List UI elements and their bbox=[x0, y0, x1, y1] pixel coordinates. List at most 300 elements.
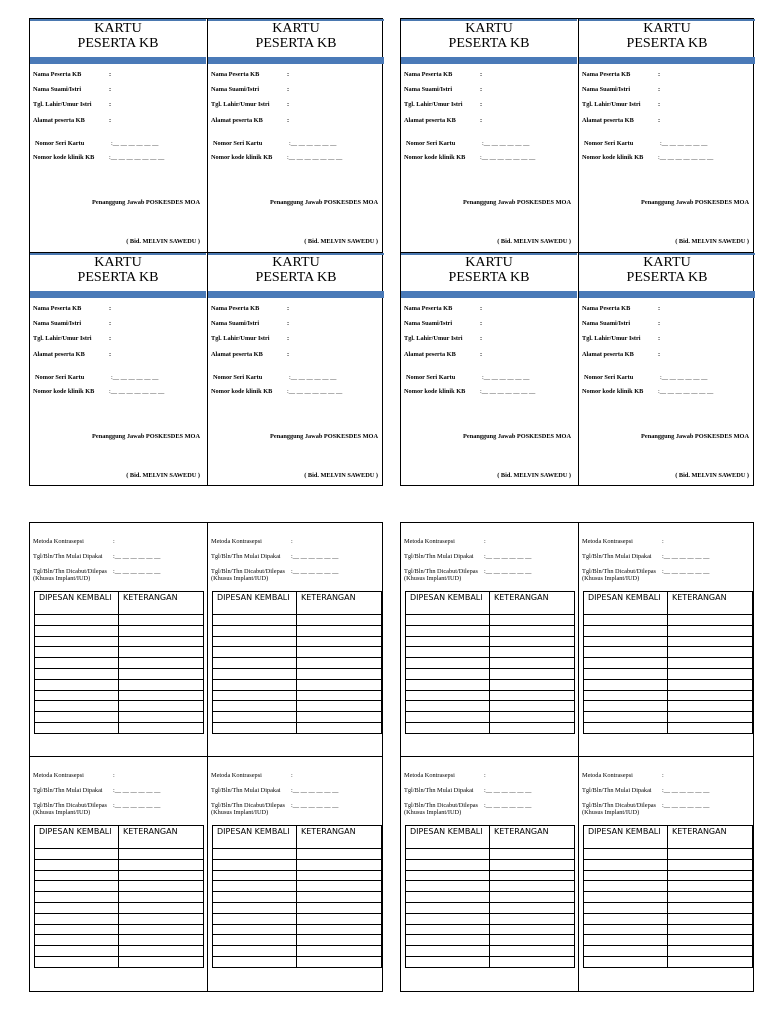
table-row bbox=[584, 701, 753, 712]
field-label: Nama Suami/Istri bbox=[211, 86, 260, 93]
cell-dipesan-kembali bbox=[213, 701, 297, 712]
cell-dipesan-kembali bbox=[213, 636, 297, 647]
cell-dipesan-kembali bbox=[213, 946, 297, 957]
field-metoda-kontrasepsi bbox=[211, 772, 293, 779]
cell-keterangan bbox=[297, 892, 382, 903]
card-title-line2: PESERTA KB bbox=[448, 270, 530, 285]
table-row bbox=[213, 712, 382, 723]
kartu-back-card bbox=[579, 523, 755, 756]
field-colon: : bbox=[287, 71, 290, 78]
table-row bbox=[213, 881, 382, 892]
cell-keterangan bbox=[119, 722, 204, 733]
cell-keterangan bbox=[119, 647, 204, 658]
cell-dipesan-kembali bbox=[584, 658, 668, 669]
field-tgl-dicabut bbox=[404, 568, 531, 575]
cell-keterangan bbox=[119, 859, 204, 870]
card-title bbox=[208, 19, 384, 58]
field-tgl-mulai bbox=[404, 553, 531, 560]
table-row bbox=[35, 892, 204, 903]
field-label: Tgl. Lahir/Umur Istri bbox=[582, 101, 641, 108]
field-nama-suami bbox=[211, 320, 289, 327]
card-title-line1: KARTU bbox=[465, 255, 513, 270]
cell-dipesan-kembali bbox=[35, 658, 119, 669]
field-label: Nama Peserta KB bbox=[33, 71, 82, 78]
field-label: Metoda Kontrasepsi bbox=[582, 538, 633, 545]
table-row bbox=[584, 658, 753, 669]
field-tgl-mulai bbox=[404, 787, 531, 794]
cell-dipesan-kembali bbox=[213, 935, 297, 946]
table-row bbox=[35, 956, 204, 967]
keterangan-table bbox=[212, 825, 382, 968]
field-label: Tgl. Lahir/Umur Istri bbox=[211, 335, 270, 342]
card-title-line1: KARTU bbox=[465, 21, 513, 36]
penanggung-jawab-name: ( Bid. MELVIN SAWEDU ) bbox=[126, 238, 200, 245]
field-value-blank: :__ __ __ __ __ __ bbox=[113, 553, 161, 560]
field-colon: : bbox=[480, 117, 483, 124]
table-row bbox=[35, 881, 204, 892]
table-row bbox=[584, 849, 753, 860]
table-row bbox=[584, 935, 753, 946]
cell-dipesan-kembali bbox=[584, 849, 668, 860]
field-value-blank: :__ __ __ __ __ __ __ bbox=[658, 388, 714, 395]
cell-dipesan-kembali bbox=[213, 881, 297, 892]
col-header-keterangan: KETERANGAN bbox=[297, 592, 382, 615]
field-colon: : bbox=[109, 117, 112, 124]
cell-keterangan bbox=[490, 636, 575, 647]
cell-keterangan bbox=[490, 658, 575, 669]
field-nama-suami bbox=[404, 86, 482, 93]
cell-dipesan-kembali bbox=[213, 913, 297, 924]
field-label: Tgl. Lahir/Umur Istri bbox=[211, 101, 270, 108]
cell-keterangan bbox=[297, 946, 382, 957]
cell-keterangan bbox=[297, 924, 382, 935]
field-colon: : bbox=[658, 335, 661, 342]
field-tgl-lahir bbox=[582, 335, 660, 342]
field-tgl-dicabut bbox=[582, 568, 709, 575]
field-colon: : bbox=[287, 351, 290, 358]
field-colon: : bbox=[109, 71, 112, 78]
table-row bbox=[213, 956, 382, 967]
cell-keterangan bbox=[119, 881, 204, 892]
field-value-blank: :__ __ __ __ __ __ bbox=[662, 802, 710, 809]
cell-keterangan bbox=[490, 859, 575, 870]
table-row bbox=[406, 722, 575, 733]
cell-keterangan bbox=[119, 913, 204, 924]
col-header-keterangan: KETERANGAN bbox=[119, 592, 204, 615]
field-label: Tgl/Bln/Thn Dicabut/Dilepas bbox=[211, 568, 285, 575]
penanggung-jawab-name: ( Bid. MELVIN SAWEDU ) bbox=[675, 472, 749, 479]
cell-keterangan bbox=[668, 924, 753, 935]
cell-keterangan bbox=[668, 625, 753, 636]
cell-keterangan bbox=[668, 722, 753, 733]
field-value-blank: :__ __ __ __ __ __ bbox=[291, 802, 339, 809]
field-colon: : bbox=[109, 335, 112, 342]
field-value-blank: :__ __ __ __ __ __ bbox=[482, 140, 530, 147]
cell-keterangan bbox=[119, 615, 204, 626]
field-metoda-kontrasepsi bbox=[582, 538, 664, 545]
field-tgl-dicabut bbox=[404, 802, 531, 809]
col-header-dipesan-kembali: DIPESAN KEMBALI bbox=[35, 826, 119, 849]
field-colon: : bbox=[484, 772, 486, 779]
penanggung-jawab-label: Penanggung Jawab POSKESDES MOA bbox=[463, 433, 571, 440]
cell-dipesan-kembali bbox=[584, 892, 668, 903]
table-row bbox=[406, 712, 575, 723]
table-row bbox=[213, 924, 382, 935]
field-colon: : bbox=[287, 320, 290, 327]
field-label: Nama Suami/Istri bbox=[582, 86, 631, 93]
cell-keterangan bbox=[119, 668, 204, 679]
field-tgl-dicabut bbox=[211, 802, 338, 809]
field-colon: : bbox=[109, 351, 112, 358]
cell-dipesan-kembali bbox=[406, 712, 490, 723]
cell-dipesan-kembali bbox=[213, 690, 297, 701]
keterangan-table bbox=[212, 591, 382, 734]
kartu-back-card bbox=[30, 523, 206, 756]
field-colon: : bbox=[109, 320, 112, 327]
field-nomor-seri bbox=[406, 374, 529, 381]
field-value-blank: :__ __ __ __ __ __ bbox=[289, 140, 337, 147]
cell-keterangan bbox=[297, 625, 382, 636]
card-title-line1: KARTU bbox=[272, 21, 320, 36]
cell-keterangan bbox=[490, 615, 575, 626]
cell-dipesan-kembali bbox=[213, 712, 297, 723]
table-row bbox=[406, 625, 575, 636]
field-label: Tgl/Bln/Thn Mulai Dipakai bbox=[33, 787, 103, 794]
table-row bbox=[35, 859, 204, 870]
cell-dipesan-kembali bbox=[35, 636, 119, 647]
cell-dipesan-kembali bbox=[584, 935, 668, 946]
cell-keterangan bbox=[297, 902, 382, 913]
cell-keterangan bbox=[119, 946, 204, 957]
table-row bbox=[406, 870, 575, 881]
card-title-line2: PESERTA KB bbox=[77, 36, 159, 51]
cell-keterangan bbox=[297, 913, 382, 924]
table-row bbox=[213, 625, 382, 636]
field-label: Metoda Kontrasepsi bbox=[211, 538, 262, 545]
table-row bbox=[584, 913, 753, 924]
field-colon: : bbox=[480, 86, 483, 93]
cell-keterangan bbox=[297, 712, 382, 723]
table-row bbox=[35, 679, 204, 690]
field-value-blank: :__ __ __ __ __ __ bbox=[113, 568, 161, 575]
kartu-front-card bbox=[401, 253, 577, 486]
field-label: Tgl/Bln/Thn Dicabut/Dilepas bbox=[33, 568, 107, 575]
field-label: Alamat peserta KB bbox=[404, 351, 456, 358]
field-metoda-kontrasepsi bbox=[582, 772, 664, 779]
table-row bbox=[213, 647, 382, 658]
cell-keterangan bbox=[490, 946, 575, 957]
card-title bbox=[579, 253, 755, 292]
field-colon: : bbox=[287, 101, 290, 108]
penanggung-jawab-name: ( Bid. MELVIN SAWEDU ) bbox=[497, 472, 571, 479]
field-nama-suami bbox=[211, 86, 289, 93]
cell-keterangan bbox=[119, 902, 204, 913]
field-alamat bbox=[404, 351, 482, 358]
card-title bbox=[30, 253, 206, 292]
cell-dipesan-kembali bbox=[406, 647, 490, 658]
field-label: Alamat peserta KB bbox=[211, 117, 263, 124]
cell-keterangan bbox=[297, 615, 382, 626]
cell-dipesan-kembali bbox=[35, 935, 119, 946]
field-nama-peserta bbox=[582, 71, 660, 78]
field-value-blank: :__ __ __ __ __ __ bbox=[111, 140, 159, 147]
table-row bbox=[584, 668, 753, 679]
cell-dipesan-kembali bbox=[406, 658, 490, 669]
cell-keterangan bbox=[668, 658, 753, 669]
cell-keterangan bbox=[119, 690, 204, 701]
field-label: Nomor Seri Kartu bbox=[584, 140, 634, 147]
field-label: Alamat peserta KB bbox=[582, 351, 634, 358]
field-nama-peserta bbox=[33, 71, 111, 78]
cell-keterangan bbox=[119, 935, 204, 946]
cell-dipesan-kembali bbox=[584, 956, 668, 967]
cell-dipesan-kembali bbox=[406, 892, 490, 903]
cell-dipesan-kembali bbox=[584, 690, 668, 701]
cell-keterangan bbox=[119, 712, 204, 723]
field-tgl-dicabut bbox=[211, 568, 338, 575]
field-label: Nomor kode klinik KB bbox=[582, 154, 644, 161]
field-colon: : bbox=[287, 305, 290, 312]
table-row bbox=[406, 902, 575, 913]
field-label: Nomor Seri Kartu bbox=[584, 374, 634, 381]
table-row bbox=[406, 956, 575, 967]
field-value-blank: :__ __ __ __ __ __ bbox=[111, 374, 159, 381]
cell-keterangan bbox=[490, 668, 575, 679]
field-label: Tgl/Bln/Thn Mulai Dipakai bbox=[33, 553, 103, 560]
table-row bbox=[584, 924, 753, 935]
field-khusus-implant: (Khusus Implant/IUD) bbox=[404, 809, 462, 816]
table-row bbox=[35, 615, 204, 626]
field-colon: : bbox=[480, 335, 483, 342]
card-title bbox=[208, 253, 384, 292]
table-row bbox=[213, 615, 382, 626]
field-value-blank: :__ __ __ __ __ __ bbox=[291, 568, 339, 575]
cell-dipesan-kembali bbox=[213, 625, 297, 636]
table-row bbox=[406, 679, 575, 690]
cell-dipesan-kembali bbox=[35, 881, 119, 892]
back-sheet-left bbox=[29, 522, 383, 992]
cell-dipesan-kembali bbox=[213, 647, 297, 658]
cell-keterangan bbox=[119, 956, 204, 967]
cell-keterangan bbox=[490, 647, 575, 658]
field-nomor-kode-klinik bbox=[33, 154, 164, 161]
cell-keterangan bbox=[297, 935, 382, 946]
table-row bbox=[213, 722, 382, 733]
field-value-blank: :__ __ __ __ __ __ bbox=[484, 553, 532, 560]
field-value-blank: :__ __ __ __ __ __ __ bbox=[658, 154, 714, 161]
field-value-blank: :__ __ __ __ __ __ bbox=[291, 787, 339, 794]
cell-keterangan bbox=[668, 615, 753, 626]
field-label: Metoda Kontrasepsi bbox=[211, 772, 262, 779]
cell-keterangan bbox=[668, 690, 753, 701]
cell-keterangan bbox=[668, 902, 753, 913]
field-value-blank: :__ __ __ __ __ __ bbox=[662, 568, 710, 575]
field-tgl-lahir bbox=[404, 101, 482, 108]
field-nama-suami bbox=[33, 86, 111, 93]
title-accent-bar bbox=[208, 57, 384, 64]
table-row bbox=[584, 892, 753, 903]
title-accent-bar bbox=[401, 57, 577, 64]
cell-dipesan-kembali bbox=[35, 859, 119, 870]
cell-dipesan-kembali bbox=[584, 701, 668, 712]
table-row bbox=[584, 625, 753, 636]
cell-dipesan-kembali bbox=[406, 935, 490, 946]
cell-dipesan-kembali bbox=[584, 859, 668, 870]
table-row bbox=[406, 658, 575, 669]
table-row bbox=[584, 881, 753, 892]
field-value-blank: :__ __ __ __ __ __ bbox=[662, 553, 710, 560]
table-row bbox=[406, 615, 575, 626]
field-label: Nama Suami/Istri bbox=[33, 320, 82, 327]
field-label: Tgl/Bln/Thn Dicabut/Dilepas bbox=[33, 802, 107, 809]
field-colon: : bbox=[287, 117, 290, 124]
field-label: Nomor Seri Kartu bbox=[35, 140, 85, 147]
card-title-line2: PESERTA KB bbox=[448, 36, 530, 51]
penanggung-jawab-label: Penanggung Jawab POSKESDES MOA bbox=[463, 199, 571, 206]
cell-keterangan bbox=[297, 636, 382, 647]
field-metoda-kontrasepsi bbox=[33, 772, 115, 779]
table-row bbox=[35, 924, 204, 935]
keterangan-table bbox=[34, 591, 204, 734]
penanggung-jawab-label: Penanggung Jawab POSKESDES MOA bbox=[92, 433, 200, 440]
field-value-blank: :__ __ __ __ __ __ bbox=[482, 374, 530, 381]
field-colon: : bbox=[480, 305, 483, 312]
table-row bbox=[406, 892, 575, 903]
field-khusus-implant: (Khusus Implant/IUD) bbox=[211, 575, 269, 582]
table-row bbox=[584, 636, 753, 647]
penanggung-jawab-name: ( Bid. MELVIN SAWEDU ) bbox=[126, 472, 200, 479]
field-colon: : bbox=[658, 351, 661, 358]
field-label: Alamat peserta KB bbox=[211, 351, 263, 358]
field-label: Metoda Kontrasepsi bbox=[404, 538, 455, 545]
table-row bbox=[35, 946, 204, 957]
cell-dipesan-kembali bbox=[35, 668, 119, 679]
table-row bbox=[406, 647, 575, 658]
field-label: Tgl. Lahir/Umur Istri bbox=[582, 335, 641, 342]
field-label: Nomor Seri Kartu bbox=[406, 140, 456, 147]
col-header-keterangan: KETERANGAN bbox=[668, 826, 753, 849]
cell-keterangan bbox=[490, 849, 575, 860]
field-alamat bbox=[211, 351, 289, 358]
col-header-dipesan-kembali: DIPESAN KEMBALI bbox=[406, 826, 490, 849]
cell-keterangan bbox=[297, 658, 382, 669]
col-header-dipesan-kembali: DIPESAN KEMBALI bbox=[406, 592, 490, 615]
card-title-line1: KARTU bbox=[272, 255, 320, 270]
cell-keterangan bbox=[490, 870, 575, 881]
cell-dipesan-kembali bbox=[406, 913, 490, 924]
front-sheet-right bbox=[400, 18, 754, 486]
field-colon: : bbox=[287, 335, 290, 342]
field-value-blank: :__ __ __ __ __ __ bbox=[291, 553, 339, 560]
cell-keterangan bbox=[119, 701, 204, 712]
field-label: Metoda Kontrasepsi bbox=[33, 538, 84, 545]
field-label: Nama Peserta KB bbox=[33, 305, 82, 312]
cell-dipesan-kembali bbox=[35, 701, 119, 712]
cell-keterangan bbox=[490, 935, 575, 946]
field-colon: : bbox=[662, 772, 664, 779]
col-header-keterangan: KETERANGAN bbox=[297, 826, 382, 849]
field-label: Tgl/Bln/Thn Dicabut/Dilepas bbox=[404, 802, 478, 809]
cell-keterangan bbox=[297, 881, 382, 892]
cell-dipesan-kembali bbox=[213, 722, 297, 733]
cell-dipesan-kembali bbox=[406, 636, 490, 647]
cell-keterangan bbox=[668, 913, 753, 924]
table-row bbox=[406, 935, 575, 946]
table-row bbox=[35, 647, 204, 658]
cell-keterangan bbox=[297, 956, 382, 967]
field-label: Nomor Seri Kartu bbox=[213, 374, 263, 381]
field-colon: : bbox=[480, 320, 483, 327]
cell-dipesan-kembali bbox=[213, 679, 297, 690]
field-metoda-kontrasepsi bbox=[211, 538, 293, 545]
field-khusus-implant: (Khusus Implant/IUD) bbox=[582, 809, 640, 816]
cell-dipesan-kembali bbox=[406, 625, 490, 636]
cell-dipesan-kembali bbox=[406, 859, 490, 870]
cell-dipesan-kembali bbox=[584, 913, 668, 924]
cell-dipesan-kembali bbox=[213, 902, 297, 913]
cell-dipesan-kembali bbox=[584, 881, 668, 892]
cell-dipesan-kembali bbox=[406, 849, 490, 860]
field-label: Nama Suami/Istri bbox=[404, 86, 453, 93]
kartu-front-card bbox=[30, 19, 206, 252]
field-nomor-kode-klinik bbox=[404, 154, 535, 161]
table-row bbox=[213, 892, 382, 903]
cell-keterangan bbox=[490, 902, 575, 913]
field-label: Alamat peserta KB bbox=[404, 117, 456, 124]
field-tgl-lahir bbox=[211, 101, 289, 108]
cell-dipesan-kembali bbox=[584, 722, 668, 733]
cell-dipesan-kembali bbox=[35, 924, 119, 935]
table-row bbox=[584, 712, 753, 723]
cell-keterangan bbox=[668, 701, 753, 712]
penanggung-jawab-name: ( Bid. MELVIN SAWEDU ) bbox=[675, 238, 749, 245]
kartu-back-card bbox=[208, 757, 384, 990]
field-label: Tgl. Lahir/Umur Istri bbox=[33, 335, 92, 342]
cell-keterangan bbox=[297, 701, 382, 712]
field-label: Nomor kode klinik KB bbox=[211, 388, 273, 395]
table-row bbox=[213, 701, 382, 712]
table-row bbox=[213, 935, 382, 946]
col-header-dipesan-kembali: DIPESAN KEMBALI bbox=[584, 826, 668, 849]
cell-dipesan-kembali bbox=[406, 881, 490, 892]
cell-dipesan-kembali bbox=[35, 849, 119, 860]
kartu-front-card bbox=[208, 19, 384, 252]
field-label: Nama Peserta KB bbox=[404, 305, 453, 312]
cell-dipesan-kembali bbox=[35, 946, 119, 957]
cell-keterangan bbox=[490, 892, 575, 903]
table-row bbox=[35, 870, 204, 881]
col-header-dipesan-kembali: DIPESAN KEMBALI bbox=[35, 592, 119, 615]
cell-dipesan-kembali bbox=[406, 690, 490, 701]
table-row bbox=[213, 870, 382, 881]
field-nama-suami bbox=[404, 320, 482, 327]
field-label: Nomor kode klinik KB bbox=[582, 388, 644, 395]
field-label: Tgl/Bln/Thn Mulai Dipakai bbox=[211, 787, 281, 794]
title-accent-bar bbox=[579, 291, 755, 298]
title-accent-bar bbox=[401, 291, 577, 298]
cell-dipesan-kembali bbox=[35, 956, 119, 967]
table-row bbox=[406, 849, 575, 860]
cell-dipesan-kembali bbox=[35, 679, 119, 690]
field-alamat bbox=[33, 351, 111, 358]
field-value-blank: :__ __ __ __ __ __ bbox=[484, 802, 532, 809]
cell-dipesan-kembali bbox=[35, 615, 119, 626]
field-label: Metoda Kontrasepsi bbox=[582, 772, 633, 779]
cell-keterangan bbox=[297, 647, 382, 658]
field-tgl-mulai bbox=[211, 553, 338, 560]
table-row bbox=[406, 881, 575, 892]
cell-keterangan bbox=[668, 946, 753, 957]
